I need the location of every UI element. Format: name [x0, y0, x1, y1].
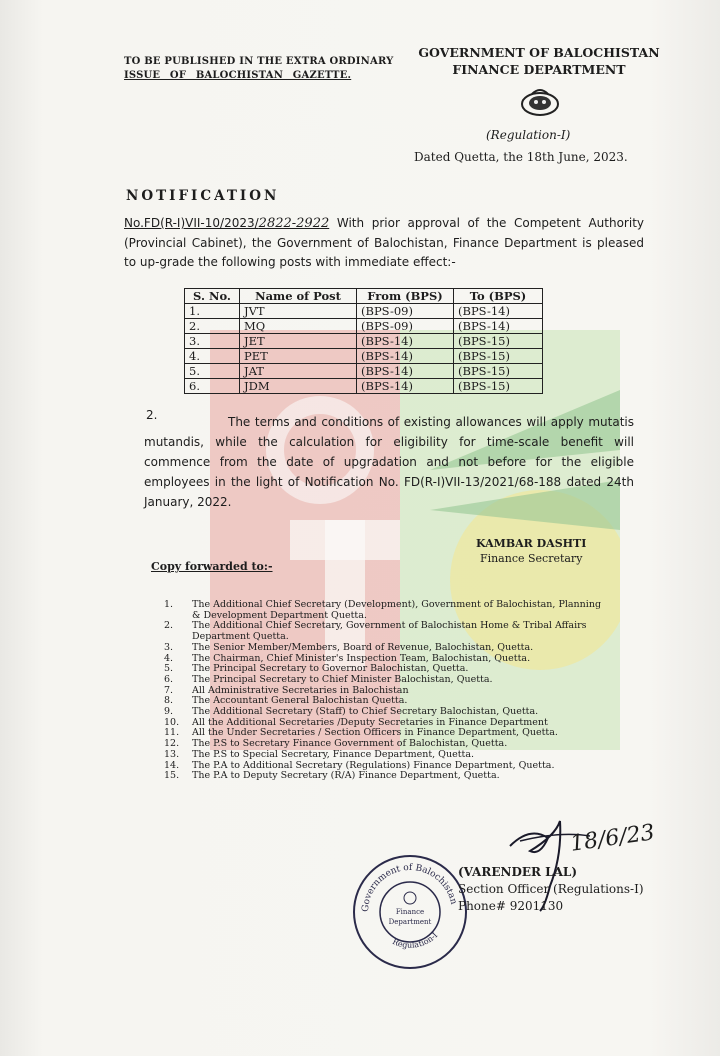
copy-forwarded-heading: Copy forwarded to:- [151, 560, 273, 573]
column-header: Name of Post [240, 289, 357, 304]
notification-paragraph-1 [124, 214, 644, 273]
table-row [185, 364, 543, 379]
column-header: S. No. [185, 289, 240, 304]
cell-to: (BPS-15) [454, 334, 543, 349]
department-name: FINANCE DEPARTMENT [452, 62, 626, 77]
svg-text:Government of Balochistan [361, 863, 458, 912]
column-header: To (BPS) [454, 289, 543, 304]
list-item-number: 5. [164, 663, 174, 675]
notification-heading: NOTIFICATION [126, 188, 280, 204]
list-item-text: The P.A to Additional Secretary (Regulations) Finance Department, Quetta. [192, 759, 555, 771]
section-officer-name: (VARENDER LAL) [458, 865, 578, 879]
list-item-number: 8. [164, 695, 174, 707]
list-item-text: The P.S to Secretary Finance Government of Balochistan, Quetta. [192, 738, 508, 750]
cell-from: (BPS-14) [357, 379, 454, 394]
cell-sno: 6. [185, 379, 240, 394]
regulation-label: (Regulation-I) [486, 128, 571, 142]
upgrade-posts-table [184, 288, 543, 394]
list-item-number: 2. [164, 620, 174, 632]
list-item-text: The Additional Chief Secretary (Development), Government of Balochistan, Planning & Development Department Quetta. [192, 599, 602, 621]
date-line: Dated Quetta, the 18th June, 2023. [414, 150, 628, 164]
cell-sno: 3. [185, 334, 240, 349]
list-item [164, 750, 604, 761]
cell-post: PET [240, 349, 357, 364]
list-item [164, 621, 604, 642]
seal-inner-line-2: Department [388, 918, 432, 926]
table-row [185, 349, 543, 364]
cell-to: (BPS-14) [454, 304, 543, 319]
cell-sno: 2. [185, 319, 240, 334]
seal-inner-line-1: Finance [395, 908, 425, 916]
table-row [185, 304, 543, 319]
list-item [164, 771, 604, 782]
list-item [164, 643, 604, 654]
list-item-text: All the Additional Secretaries /Deputy Secretaries in Finance Department [192, 716, 548, 728]
list-item-text: All the Under Secretaries / Section Officers in Finance Department, Quetta. [192, 727, 558, 739]
cell-to: (BPS-15) [454, 364, 543, 379]
list-item-number: 3. [164, 641, 174, 653]
list-item [164, 600, 604, 621]
government-header [414, 44, 664, 78]
notification-paragraph-2: The terms and conditions of existing allowances will apply mutatis mutandis, while the calculation for eligibility for time-scale benefit will commence from the date of upgradation and not before for the eligible employees in the light of Notification No. FD(R-I)VII-13/2021/68-188 dated 24th January, 2022. [144, 415, 634, 509]
section-officer-title: Section Officer (Regulations-I) [458, 882, 644, 896]
government-emblem-icon [516, 86, 564, 118]
cell-post: JET [240, 334, 357, 349]
list-item-text: All Administrative Secretaries in Balochistan [192, 684, 409, 696]
table-header-row [185, 289, 543, 304]
gazette-notice [124, 55, 394, 83]
list-item-text: The Additional Chief Secretary, Government of Balochistan Home & Tribal Affairs Department Quetta. [192, 620, 587, 643]
list-item-number: 1. [164, 599, 174, 610]
cell-from: (BPS-14) [357, 364, 454, 379]
list-item-text: The Senior Member/Members, Board of Revenue, Balochistan, Quetta. [192, 641, 534, 653]
list-item-number: 7. [164, 684, 174, 696]
cell-from: (BPS-14) [357, 349, 454, 364]
section-officer-phone: Phone# 9201130 [458, 899, 564, 913]
government-name: GOVERNMENT OF BALOCHISTAN [418, 45, 660, 60]
list-item-number: 14. [164, 759, 180, 771]
table-row [185, 379, 543, 394]
list-item-number: 15. [164, 770, 180, 782]
cell-post: MQ [240, 319, 357, 334]
finance-secretary-signature-block [476, 536, 586, 566]
list-item-number: 10. [164, 716, 180, 728]
signer-name: KAMBAR DASHTI [476, 537, 587, 550]
cell-sno: 5. [185, 364, 240, 379]
list-item-number: 9. [164, 706, 174, 718]
cell-from: (BPS-09) [357, 319, 454, 334]
cell-to: (BPS-15) [454, 349, 543, 364]
list-item-text: The Accountant General Balochistan Quetta. [192, 695, 408, 707]
list-item-number: 4. [164, 652, 174, 664]
list-item-number: 13. [164, 748, 180, 760]
svg-text:Regulation-I [391, 931, 439, 950]
list-item-text: The Principal Secretary to Chief Minister Balochistan, Quetta. [192, 673, 493, 685]
list-item-number: 12. [164, 738, 180, 750]
cell-from: (BPS-09) [357, 304, 454, 319]
seal-bottom-text: Regulation-I [391, 930, 440, 950]
paragraph-1-text: With prior approval of the Competent Authority (Provincial Cabinet), the Government of Balochistan, Finance Department is pleased to up-grade the following posts with immediate effect:- [124, 216, 644, 269]
list-item-number: 11. [164, 727, 180, 739]
gazette-line-1: TO BE PUBLISHED IN THE EXTRA ORDINARY [124, 56, 394, 67]
gazette-line-2: ISSUE OF BALOCHISTAN GAZETTE. [124, 70, 352, 81]
handwritten-range: 2822-2922 [258, 216, 330, 231]
seal-outer-text: Government of Balochistan [360, 862, 459, 913]
copy-forwarded-list [164, 600, 604, 782]
table-row [185, 334, 543, 349]
paragraph-2-number: 2. [146, 408, 158, 422]
section-officer-block [458, 864, 644, 915]
table-row [185, 319, 543, 334]
notification-number: No.FD(R-I)VII-10/2023/ [124, 216, 259, 230]
list-item-text: The Additional Secretary (Staff) to Chief Secretary Balochistan, Quetta. [192, 706, 539, 718]
cell-post: JVT [240, 304, 357, 319]
handwritten-date: 18/6/23 [568, 820, 657, 857]
list-item-number: 6. [164, 673, 174, 685]
cell-sno: 4. [185, 349, 240, 364]
cell-from: (BPS-14) [357, 334, 454, 349]
cell-to: (BPS-14) [454, 319, 543, 334]
list-item-text: The P.A to Deputy Secretary (R/A) Finance Department, Quetta. [192, 770, 500, 782]
cell-post: JDM [240, 379, 357, 394]
column-header: From (BPS) [357, 289, 454, 304]
cell-post: JAT [240, 364, 357, 379]
signer-title: Finance Secretary [479, 552, 583, 565]
cell-sno: 1. [185, 304, 240, 319]
list-item-text: The P.S to Special Secretary, Finance Department, Quetta. [192, 748, 475, 760]
list-item-text: The Chairman, Chief Minister's Inspection Team, Balochistan, Quetta. [192, 652, 531, 664]
list-item-text: The Principal Secretary to Governor Balochistan, Quetta. [192, 663, 469, 675]
cell-to: (BPS-15) [454, 379, 543, 394]
official-seal-stamp [350, 852, 470, 972]
